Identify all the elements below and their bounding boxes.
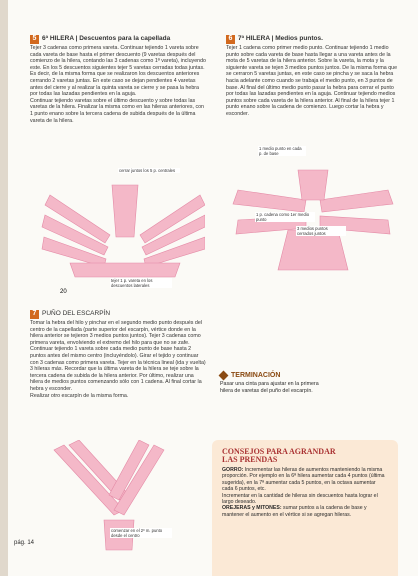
diamond-icon bbox=[219, 371, 229, 381]
section-6-paragraph: Tejer 1 cadena como primer medio punto. Continuar tejiendo 1 medio punto sobre cada vareta de base hasta llegar a una vareta antes de la mota de 5 varetas de la hilera anterior. Sobre la vareta, la mota y la siguiente vareta se tejen 3 medios puntos juntos. De la misma forma que se cerraron 5 varetas juntas, en este caso se pincha y se saca la hebra hacia adelante como cuando se trabaja el medio punto, en 3 puntos de base. Al final del último medio punto pasar la hebra para cerrar el punto por todas las lazadas pendientes en la aguja. Continuar tejiendo medios puntos sobre cada vareta de la hilera anterior. Al final de la hilera tejer 1 punto enano sobre la cadena de comienzo. Luego cortar la hebra y esconder. bbox=[226, 45, 398, 117]
section-7 bbox=[30, 310, 208, 399]
section-6 bbox=[226, 35, 402, 118]
section-6-number: 6 bbox=[226, 35, 235, 44]
section-5 bbox=[30, 35, 208, 124]
finishing-title: TERMINACIÓN bbox=[231, 372, 281, 379]
section-7-number: 7 bbox=[30, 310, 39, 319]
diagram-6 bbox=[228, 140, 398, 275]
fan-stitches bbox=[42, 185, 205, 277]
label-start-second: comenzar en el 2º m. punto desde el centro bbox=[110, 528, 172, 538]
section-6-title: 7ª HILERA | Medios puntos. bbox=[238, 35, 323, 43]
label-chain: 1 p. cadena como 1er medio punto bbox=[255, 212, 315, 222]
figure-number: 20 bbox=[60, 289, 67, 295]
diagram-7 bbox=[44, 440, 204, 560]
tips-item-3: OREJERAS y MITONES: sumar puntos a la cadena de base y mantener el aumento en el vértice si se agregan hileras. bbox=[222, 505, 367, 518]
label-medio-punto: 1 medio punto en cada p. de base bbox=[258, 146, 306, 156]
label-close-five: cerrar juntos los 5 p. centrales bbox=[118, 168, 180, 173]
section-7-paragraph-2: Realizar otro escarpín de la misma forma. bbox=[30, 392, 129, 399]
label-three-mp: 3 medios puntos cerrados juntos bbox=[296, 226, 346, 236]
section-6-heading bbox=[226, 35, 402, 44]
section-5-heading bbox=[30, 35, 208, 44]
section-5-title: 6ª HILERA | Descuentos para la capellada bbox=[42, 35, 171, 43]
page-number: pág. 14 bbox=[14, 540, 35, 546]
section-5-number: 5 bbox=[30, 35, 39, 44]
page-edge bbox=[0, 0, 8, 576]
finishing-section bbox=[220, 372, 330, 394]
page-top bbox=[8, 0, 418, 30]
section-5-paragraph-1: Tejer 3 cadenas como primera vareta. Continuar tejiendo 1 vareta sobre cada vareta de base hasta el primer descuento (9 varetas después del comienzo de la hilera, contando las 3 cadenas como 1ª vareta), incluyendo este. En los 5 descuentos siguientes tejer 5 varetas cerradas todas juntas. Es decir, de la misma forma que se realizaron los descuentos anteriores cerrando 2 varetas juntas. En este caso se dejan pendientes 4 varetas antes del cierre y al realizar la quinta vareta se cierre y se pasa la hebra por todas las lazadas pendientes en la aguja. bbox=[30, 45, 206, 98]
section-5-paragraph-2: Continuar tejiendo varetas sobre el último descuento y sobre todas las varetas de la hilera. Finalizar la misma como en las hileras anteriores, con 1 punto enano sobre la tercera cadena de subida después de la última vareta de la hilera. bbox=[30, 97, 204, 124]
tips-title-2: LAS PRENDAS bbox=[222, 455, 278, 464]
section-7-paragraph-1: Tomar la hebra del hilo y pinchar en el segundo medio punto después del centro de la capellada (parte superior del escarpín, vértice donde en la hilera anterior se tejieron 3 medios puntos juntos). Tejer 3 cadenas como primera vareta, envolviendo el extremo del hilo para que no se zafe. Continuar tejiendo 1 vareta sobre cada medio punto de base hasta 2 puntos antes del mismo centro (incluyéndolo). Girar el tejido y continuar con 3 cadenas como primera vareta. Tejer en la técnica lineal (ida y vuelta) 3 hileras más. Recordar que la última vareta de la hilera se teje sobre la tercera cadena de subida de la hilera anterior. Por último, realizar una hilera de medios puntos comenzando sólo con 1 cadena. Al final cortar la hebra y esconder. bbox=[30, 320, 206, 392]
label-last-vareta: tejer 1 p. vareta en los descuentos laterales bbox=[110, 278, 172, 288]
tips-item-1: GORRO: Incrementar las hileras de aumentos manteniendo la misma proporción. Por ejemplo en la 6ª hilera aumentar cada 4 puntos (última sugerida), en la 7ª aumentar cada 5 puntos, en la octava aumentar cada 6 puntos, etc. bbox=[222, 467, 385, 493]
finishing-heading bbox=[220, 372, 330, 379]
tips-item-2: Incrementar en la cantidad de hileras sin descuentos hasta lograr el largo deseado. bbox=[222, 492, 378, 506]
tips-box bbox=[212, 440, 398, 576]
tips-content bbox=[212, 440, 398, 526]
finishing-text: Pasar una cinta para ajustar en la primera hilera de varetas del puño del escarpín. bbox=[220, 381, 319, 394]
section-7-heading bbox=[30, 310, 208, 319]
tips-title-1: CONSEJOS PARA AGRANDAR bbox=[222, 447, 336, 456]
section-7-title: PUÑO DEL ESCARPÍN bbox=[42, 310, 111, 318]
